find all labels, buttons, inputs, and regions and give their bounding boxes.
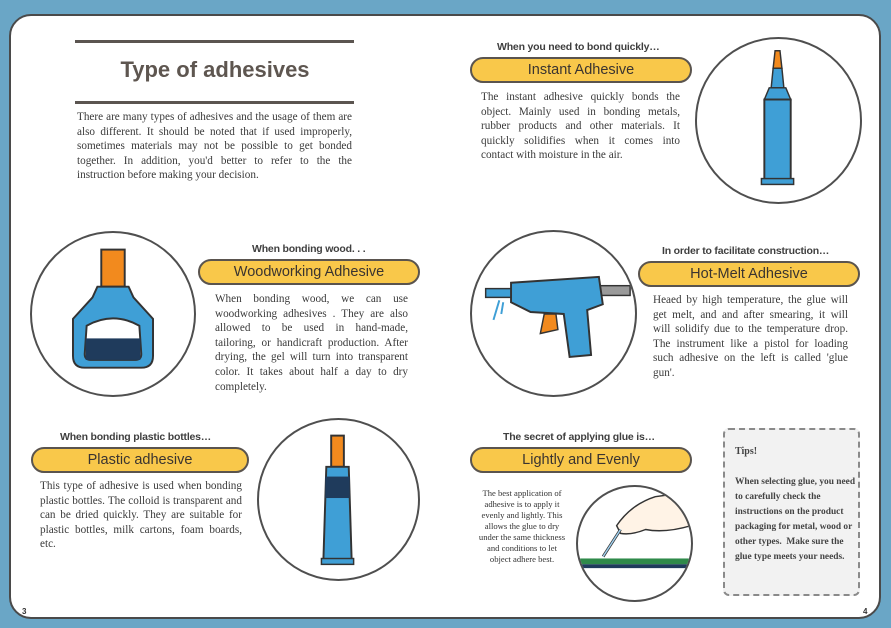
hotmelt-heading: Hot-Melt Adhesive [638, 261, 860, 287]
instant-glue-illustration [695, 37, 862, 204]
instant-kicker: When you need to bond quickly… [497, 41, 660, 53]
glue-gun-icon [472, 232, 635, 395]
wood-glue-bottle-icon [32, 233, 194, 395]
tips-title: Tips! [735, 446, 758, 457]
woodworking-heading: Woodworking Adhesive [198, 259, 420, 285]
hotmelt-glue-illustration [470, 230, 637, 397]
applying-kicker: The secret of applying glue is… [503, 431, 655, 443]
applying-heading: Lightly and Evenly [470, 447, 692, 473]
page-number-left: 3 [22, 607, 27, 616]
plastic-glue-illustration [257, 418, 420, 581]
hotmelt-text: Heaed by high temperature, the glue will get melt, and and after smearing, it will will solidify due to the temperature drop. The instrument like a pistol for loading such adhesive on the left is called 'glue gun'. [653, 294, 848, 379]
instant-text: The instant adhesive quickly bonds the object. Mainly used in bonding metals, rubber products and other materials. It quickly solidifies when it comes into contact with moisture in the air. [481, 91, 680, 162]
instant-heading: Instant Adhesive [470, 57, 692, 83]
plastic-text: This type of adhesive is used when bonding plastic bottles. The colloid is transparent and can be dried quickly. They are suitable for plastic bottles, milk cartons, foam boards, etc. [40, 480, 242, 551]
page-title: Type of adhesives [120, 57, 310, 82]
plastic-kicker: When bonding plastic bottles… [60, 431, 212, 443]
plastic-heading: Plastic adhesive [31, 447, 249, 473]
hotmelt-kicker: In order to facilitate construction… [662, 245, 830, 257]
title-rule-top [75, 40, 354, 43]
hand-applying-glue-icon [578, 487, 691, 600]
woodworking-glue-illustration [30, 231, 196, 397]
plastic-glue-tube-icon [259, 420, 418, 579]
woodworking-kicker: When bonding wood. . . [252, 243, 366, 255]
intro-paragraph: There are many types of adhesives and the usage of them are also different. It should be noted that if used improperly, sometimes materials may not be possible to get bonded together. In addition, you'd better to refer to the the instruction before making your decision. [77, 111, 352, 182]
page-number-right: 4 [863, 607, 868, 616]
tips-text: When selecting glue, you need to carefully check the instructions on the product packaging for metal, wood or other types. Make sure the glue type meets your needs. [735, 477, 856, 562]
woodworking-text: When bonding wood, we can use woodworking adhesives . They are also allowed to be used in hand-made, tailoring, or handicraft production. After drying, the gel will turn into transparent color. It takes about half a day to dry completely. [215, 293, 408, 393]
applying-glue-illustration [576, 485, 693, 602]
applying-text: The best application of adhesive is to apply it evenly and lightly. This allows the glue to dry under the same thickness and conditions to let object adhere best. [478, 488, 566, 564]
tips-box [723, 428, 860, 596]
instant-glue-tube-icon [697, 39, 860, 202]
title-rule-bottom [75, 101, 354, 104]
